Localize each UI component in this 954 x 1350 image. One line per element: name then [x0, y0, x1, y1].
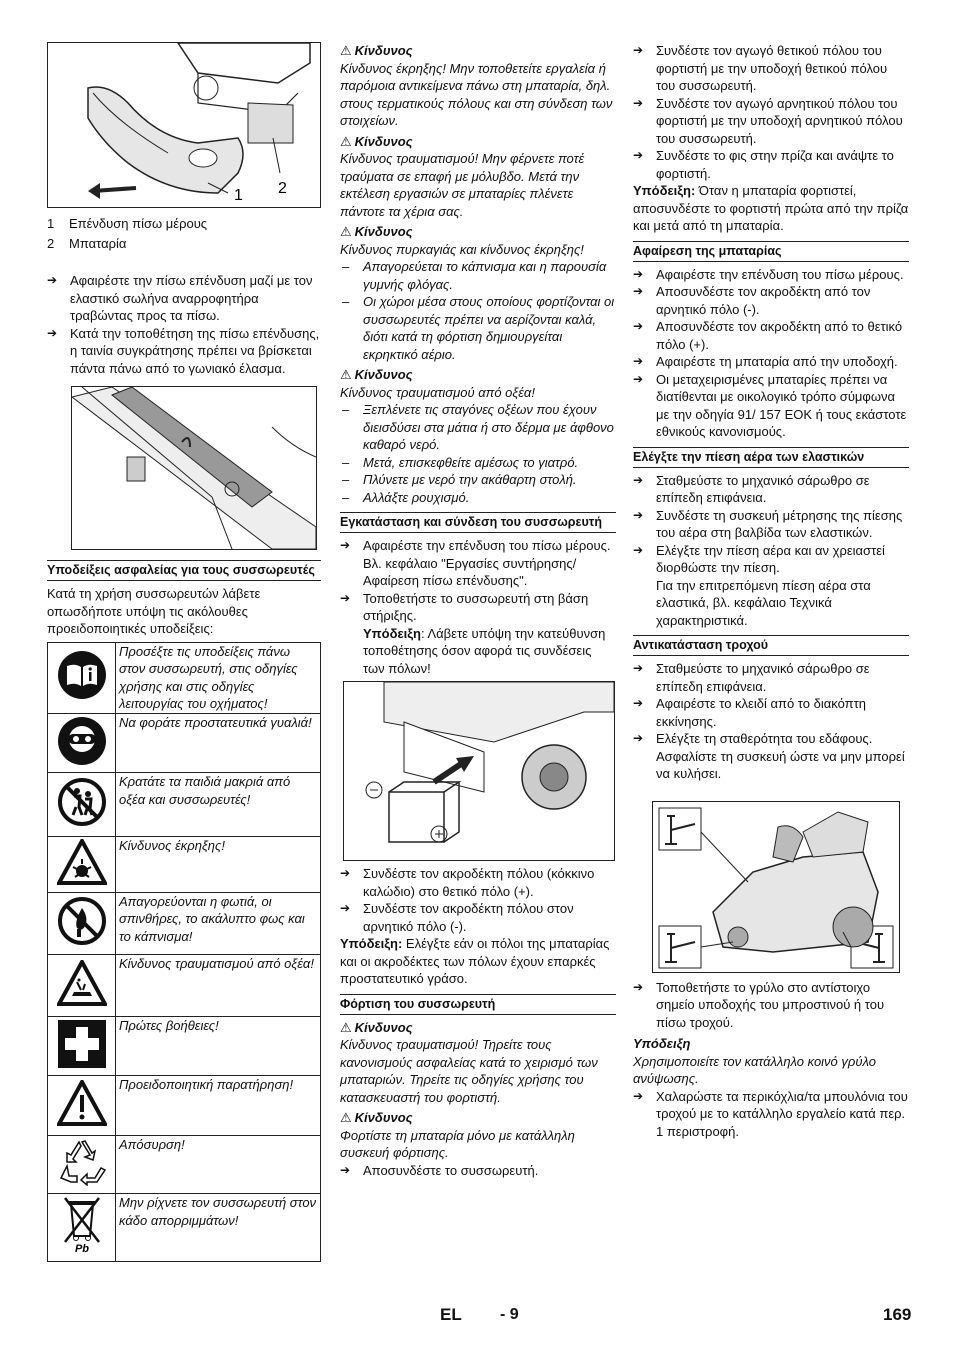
danger-text: Κίνδυνος τραυματισμού! Τηρείτε τους κανονισμούς ασφαλείας κατά το χειρισμό των μπαταριών. Τηρείτε τις οδηγίες χρήσης του κατασκευαστή του φορτιστή.	[340, 1037, 598, 1105]
acid-icon	[57, 960, 107, 1006]
step: ➔ Αφαιρέστε την πίσω επένδυση μαζί με τον ελαστικό σωλήνα αναρροφητήρα τραβώντας προς τα πίσω.	[47, 272, 321, 325]
explosion-icon	[57, 839, 107, 885]
step-detail: Για την επιτρεπόμενη πίεση αέρα στα ελαστικά, βλ. κεφάλαιο Τεχνικά χαρακτηριστικά.	[656, 577, 871, 628]
figure-jack-points	[652, 801, 900, 973]
danger-label: Κίνδυνος	[354, 367, 413, 382]
step: ➔ Σταθμεύστε το μηχανικό σάρωθρο σε επίπεδη επιφάνεια.	[633, 472, 909, 507]
footer-page-number: 169	[883, 1305, 912, 1324]
figure-battery-install	[343, 681, 615, 861]
safety-symbols-table	[47, 642, 321, 1262]
wheel-heading: Αντικατάσταση τροχού	[633, 635, 909, 656]
note-text: Χρησιμοποιείτε τον κατάλληλο κοινό γρύλο ανύψωσης.	[633, 1053, 876, 1086]
step: ➔ Συνδέστε τον αγωγό θετικού πόλου του φορτιστή με την υποδοχή θετικού πόλου του συσσωρευτή.	[633, 42, 909, 95]
symbol-text: Μην ρίχνετε τον συσσωρευτή στον κάδο απορριμμάτων!	[116, 1194, 321, 1262]
footer-local-page: - 9	[500, 1306, 519, 1323]
column-1	[47, 42, 321, 1262]
danger-text: Κίνδυνος πυρκαγιάς και κίνδυνος έκρηξης!	[340, 241, 584, 257]
note: Υπόδειξη: Ελέγξτε εάν οι πόλοι της μπαταρίας και οι ακροδέκτες των πόλων έχουν επαρκές προστατευτικό γράσο.	[340, 936, 610, 986]
danger-label: Κίνδυνος	[354, 43, 413, 58]
symbol-text: Κρατάτε τα παιδιά μακριά από οξέα και συσσωρευτές!	[116, 773, 321, 837]
symbol-text: Πρώτες βοήθειες!	[116, 1016, 321, 1076]
note-label: Υπόδειξη	[633, 1036, 691, 1051]
danger-label: Κίνδυνος	[354, 133, 413, 149]
manual-icon	[57, 650, 107, 700]
warning-icon	[57, 1080, 107, 1126]
symbol-text: Προσέξτε τις υποδείξεις πάνω στον συσσωρευτή, στις οδηγίες χρήσης και στις οδηγίες λειτουργίας του οχήματος!	[116, 642, 321, 713]
step: ➔ Συνδέστε τον αγωγό αρνητικού πόλου του φορτιστή με την υποδοχή αρνητικού πόλου του συσσωρευτή.	[633, 95, 909, 148]
warning-triangle-icon: ⚠	[340, 133, 352, 149]
symbol-text: Απόσυρση!	[116, 1136, 321, 1194]
danger-text: Κίνδυνος τραυματισμού από οξέα!	[340, 384, 535, 400]
list-item: – Απαγορεύεται το κάπνισμα και η παρουσία γυμνής φλόγας.	[340, 258, 616, 293]
column-3	[633, 42, 909, 1140]
step: ➔ Αφαιρέστε την επένδυση του πίσω μέρους.	[340, 537, 616, 555]
step: ➔ Συνδέστε τη συσκευή μέτρησης της πίεσης του αέρα στη βαλβίδα των ελαστικών.	[633, 507, 909, 542]
no-bin-icon	[57, 1194, 107, 1254]
danger-text: Κίνδυνος έκρηξης! Μην τοποθετείτε εργαλεία ή παρόμοια αντικείμενα πάνω στη μπαταρία, δηλ. στους τερματικούς πόλους και στη σύνδεση των στοιχείων.	[340, 60, 613, 128]
step: ➔ Αποσυνδέστε τον ακροδέκτη από τον αρνητικό πόλο (-).	[633, 283, 909, 318]
step: ➔ Αποσυνδέστε τον ακροδέκτη από το θετικό πόλο (+).	[633, 318, 909, 353]
install-note: Υπόδειξη: Λάβετε υπόψη την κατεύθυνση τοποθέτησης όσον αφορά τις συνδέσεις των πόλων!	[363, 625, 606, 676]
symbol-text: Κίνδυνος έκρηξης!	[116, 837, 321, 893]
step: ➔ Χαλαρώστε τα περικόχλια/τα μπουλόνια του τροχού με το κατάλληλο εργαλείο κατά περ. 1 περιστροφή.	[633, 1088, 909, 1141]
install-heading: Εγκατάσταση και σύνδεση του συσσωρευτή	[340, 512, 616, 533]
list-item: – Αλλάξτε ρουχισμό.	[340, 489, 616, 507]
danger-label: Κίνδυνος	[354, 1110, 413, 1125]
symbol-text: Προειδοποιητική παρατήρηση!	[116, 1076, 321, 1136]
warning-triangle-icon: ⚠	[340, 1019, 352, 1035]
step: ➔ Ελέγξτε τη σταθερότητα του εδάφους. Ασφαλίστε τη συσκευή ώστε να μην μπορεί να κυλήσει.	[633, 730, 909, 783]
charge-heading: Φόρτιση του συσσωρευτή	[340, 994, 616, 1015]
danger-text: Κίνδυνος τραυματισμού! Μην φέρνετε ποτέ τραύματα σε επαφή με μόλυβδο. Μετά την εκτέλεση εργασιών σε μπαταρίες πλένετε πάντοτε τα χέρια σας.	[340, 151, 585, 219]
step: ➔ Τοποθετήστε το συσσωρευτή στη βάση στήριξης.	[340, 590, 616, 625]
step: ➔ Ελέγξτε την πίεση αέρα και αν χρειαστεί διορθώστε την πίεση.	[633, 542, 909, 577]
symbol-text: Κίνδυνος τραυματισμού από οξέα!	[116, 954, 321, 1016]
figure-strap	[71, 386, 317, 550]
step: ➔ Αποσυνδέστε το συσσωρευτή.	[340, 1162, 616, 1180]
goggles-icon	[57, 716, 107, 766]
legend-item: 2 Μπαταρία	[47, 236, 127, 251]
list-item: – Μετά, επισκεφθείτε αμέσως το γιατρό.	[340, 454, 616, 472]
warning-triangle-icon: ⚠	[340, 1110, 352, 1125]
no-children-icon	[57, 777, 107, 827]
step: ➔ Συνδέστε τον ακροδέκτη πόλου (κόκκινο καλώδιο) στο θετικό πόλο (+).	[340, 865, 616, 900]
footer-language: EL	[440, 1305, 462, 1324]
figure-label-2: 2	[278, 180, 287, 197]
list-item: – Οι χώροι μέσα στους οποίους φορτίζονται οι συσσωρευτές πρέπει να αερίζονται καλά, διότι κατά τη φόρτιση δημιουργείται εκρηκτικό αέριο.	[340, 293, 616, 363]
danger-label: Κίνδυνος	[354, 224, 413, 239]
column-2	[340, 42, 616, 1179]
first-aid-icon	[57, 1019, 107, 1069]
warning-triangle-icon: ⚠	[340, 224, 352, 239]
note: Υπόδειξη: Όταν η μπαταρία φορτιστεί, αποσυνδέστε το φορτιστή πρώτα από την πρίζα και μετά από τη μπαταρία.	[633, 183, 909, 233]
step: ➔ Κατά την τοποθέτηση της πίσω επένδυσης, η ταινία συγκράτησης πρέπει να βρίσκεται πάντα πάνω από το γωνιακό έλασμα.	[47, 325, 321, 378]
step: ➔ Αφαιρέστε τη μπαταρία από την υποδοχή.	[633, 353, 909, 371]
safety-intro: Κατά τη χρήση συσσωρευτών λάβετε οπωσδήποτε υπόψη τις ακόλουθες προειδοποιητικές υποδείξεις:	[47, 586, 261, 636]
pressure-heading: Ελέγξτε την πίεση αέρα των ελαστικών	[633, 447, 909, 468]
legend-item: 1 Επένδυση πίσω μέρους	[47, 216, 208, 231]
no-fire-icon	[57, 896, 107, 946]
pb-label: Pb	[74, 1243, 89, 1254]
warning-triangle-icon: ⚠	[340, 43, 352, 58]
recycle-icon	[57, 1138, 107, 1186]
danger-label: Κίνδυνος	[354, 1019, 413, 1035]
list-item: – Ξεπλένετε τις σταγόνες οξέων που έχουν διεισδύσει στα μάτια ή στο δέρμα με άφθονο καθαρό νερό.	[340, 401, 616, 454]
symbol-text: Απαγορεύονται η φωτιά, οι σπινθήρες, το ακάλυπτο φως και το κάπνισμα!	[116, 892, 321, 954]
step: ➔ Αφαιρέστε το κλειδί από το διακόπτη εκκίνησης.	[633, 695, 909, 730]
danger-text: Φορτίστε τη μπαταρία μόνο με κατάλληλη συσκευή φόρτισης.	[340, 1127, 575, 1160]
step: ➔ Οι μεταχειρισμένες μπαταρίες πρέπει να διατίθενται με οικολογικό τρόπο σύμφωνα με την οδηγία 91/ 157 ΕΟΚ ή τους εκάστοτε εθνικούς κανονισμούς.	[633, 371, 909, 441]
warning-triangle-icon: ⚠	[340, 367, 352, 382]
step: ➔ Τοποθετήστε το γρύλο στο αντίστοιχο σημείο υποδοχής του μπροστινού ή του πίσω τροχού.	[633, 979, 909, 1032]
step: ➔ Σταθμεύστε το μηχανικό σάρωθρο σε επίπεδη επιφάνεια.	[633, 660, 909, 695]
remove-heading: Αφαίρεση της μπαταρίας	[633, 241, 909, 262]
list-item: – Πλύνετε με νερό την ακάθαρτη στολή.	[340, 471, 616, 489]
step: ➔ Αφαιρέστε την επένδυση του πίσω μέρους.	[633, 266, 909, 284]
figure-rear-cover	[47, 42, 321, 208]
step: ➔ Συνδέστε το φις στην πρίζα και ανάψτε το φορτιστή.	[633, 147, 909, 182]
step-detail: Βλ. κεφάλαιο "Εργασίες συντήρησης/ Αφαίρεση πίσω επένδυσης".	[363, 555, 577, 588]
figure-legend	[47, 214, 321, 254]
safety-heading: Υποδείξεις ασφαλείας για τους συσσωρευτές	[47, 560, 321, 581]
symbol-text: Να φοράτε προστατευτικά γυαλιά!	[116, 713, 321, 773]
figure-label-1: 1	[234, 187, 243, 204]
step: ➔ Συνδέστε τον ακροδέκτη πόλου στον αρνητικό πόλο (-).	[340, 900, 616, 935]
